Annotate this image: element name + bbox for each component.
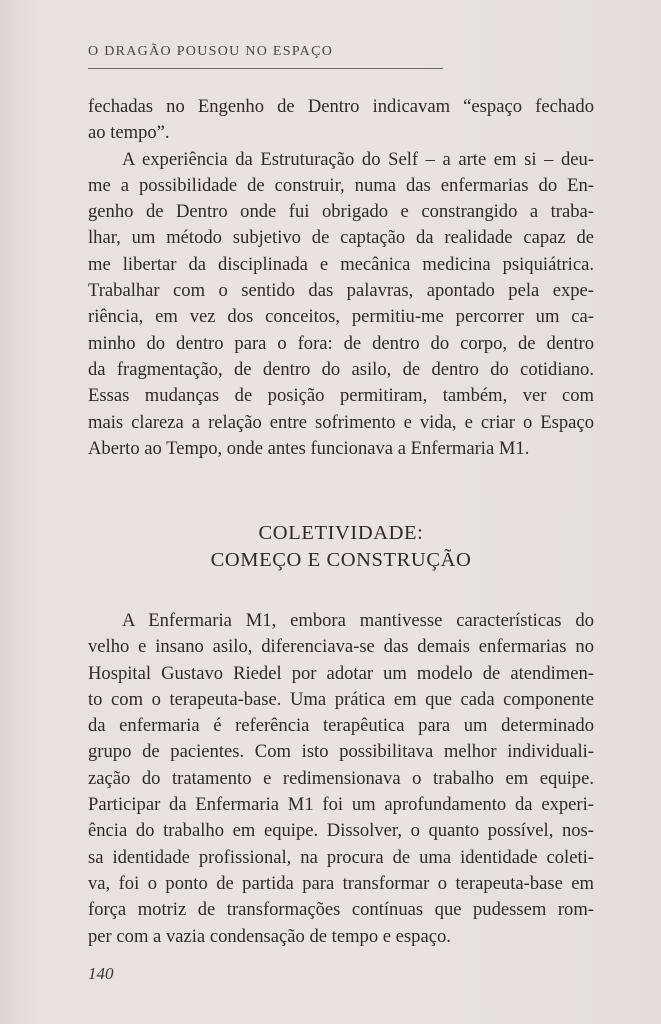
text-line: força motriz de transformações contínuas que pudessem rom- <box>88 899 594 921</box>
text-line: Participar da Enfermaria M1 foi um aprofundamento da experi- <box>88 794 594 816</box>
text-line: me a possibilidade de construir, numa das enfermarias do En- <box>88 174 594 196</box>
text-line: zação do tratamento e redimensionava o trabalho em equipe. <box>88 767 594 789</box>
text-line: me libertar da disciplinada e mecânica medicina psiquiátrica. <box>88 253 594 275</box>
page-number: 140 <box>88 964 114 983</box>
text-line: Trabalhar com o sentido das palavras, apontado pela expe- <box>88 280 594 302</box>
header-rule <box>88 68 443 69</box>
text-line: minho do dentro para o fora: de dentro do corpo, de dentro <box>88 332 594 354</box>
text-line: Hospital Gustavo Riedel por adotar um modelo de atendimen- <box>88 662 594 684</box>
text-line: ao tempo”. <box>88 122 170 144</box>
text-line: Aberto ao Tempo, onde antes funcionava a Enfermaria M1. <box>88 437 530 459</box>
text-line: va, foi o ponto de partida para transformar o terapeuta-base em <box>88 872 594 894</box>
text-line: velho e insano asilo, diferenciava-se das demais enfermarias no <box>88 636 594 658</box>
text-line: fechadas no Engenho de Dentro indicavam “espaço fechado <box>88 96 594 117</box>
text-line: A Enfermaria M1, embora mantivesse características do <box>122 610 594 631</box>
text-line: genho de Dentro onde fui obrigado e constrangido a traba- <box>88 201 594 223</box>
text-line: ência do trabalho em equipe. Dissolver, o quanto possível, nos- <box>88 820 594 842</box>
section-heading <box>88 520 594 574</box>
running-head: O DRAGÃO POUSOU NO ESPAÇO <box>88 44 334 59</box>
text-line: mais clareza a relação entre sofrimento e vida, e criar o Espaço <box>88 411 594 433</box>
text-line: da fragmentação, de dentro do asilo, de dentro do cotidiano. <box>88 358 594 380</box>
text-line: to com o terapeuta-base. Uma prática em que cada componente <box>88 688 594 710</box>
text-line: grupo de pacientes. Com isto possibilitava melhor individuali- <box>88 741 594 763</box>
text-line: Essas mudanças de posição permitiram, também, ver com <box>88 385 594 407</box>
text-line: A experiência da Estruturação do Self – a arte em si – deu- <box>122 148 594 170</box>
heading-line-2: COMEÇO E CONSTRUÇÃO <box>210 549 472 571</box>
paragraph-block-1 <box>88 94 594 462</box>
text-line: sa identidade profissional, na procura de uma identidade coleti- <box>88 846 594 868</box>
heading-line-1: COLETIVIDADE: <box>258 522 424 544</box>
text-line: lhar, um método subjetivo de captação da realidade capaz de <box>88 227 594 249</box>
text-line: da enfermaria é referência terapêutica para um determinado <box>88 715 594 737</box>
text-line: per com a vazia condensação de tempo e espaço. <box>88 925 451 947</box>
text-line: riência, em vez dos conceitos, permitiu-me percorrer um ca- <box>88 306 594 328</box>
paragraph-block-2 <box>88 608 594 950</box>
